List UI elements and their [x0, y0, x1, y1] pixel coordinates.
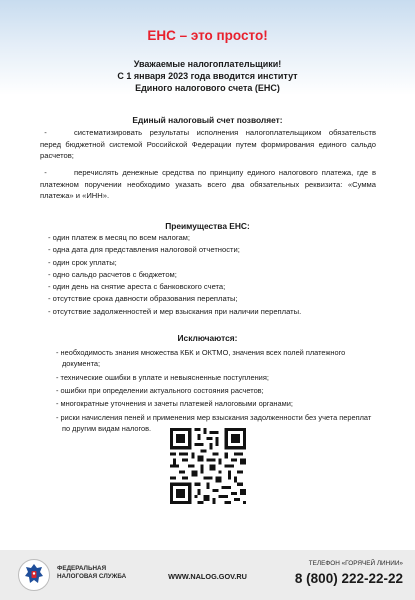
website-link[interactable]: WWW.NALOG.GOV.RU	[168, 572, 247, 581]
advantages-heading: Преимущества ЕНС:	[165, 221, 250, 231]
list-item: - риски начисления пеней и применения мер взыскания задолженности без учета переплат по другим видам налогов.	[56, 412, 372, 433]
qr-code-icon	[170, 428, 246, 504]
intro-line-1: Уважаемые налогоплательщики!	[133, 59, 282, 69]
organization-name-line-1: ФЕДЕРАЛЬНАЯ	[57, 565, 107, 572]
hotline-label: ТЕЛЕФОН «ГОРЯЧЕЙ ЛИНИИ»	[308, 560, 403, 567]
hotline-phone[interactable]: 8 (800) 222-22-22	[294, 571, 403, 586]
advantages-list	[48, 232, 378, 318]
list-item: - один срок уплаты;	[48, 257, 117, 267]
list-item: - одно сальдо расчетов с бюджетом;	[48, 269, 177, 279]
allows-item-1-text: систематизировать результаты исполнения налогоплательщиком обязательств перед бюджетной системой Российской Федерации путем формирования единого сальдо расчетов;	[40, 128, 376, 161]
exceptions-list	[56, 347, 376, 436]
intro-line-2: С 1 января 2023 года вводится институт	[117, 71, 298, 81]
exceptions-heading: Исключаются:	[177, 333, 238, 343]
list-item: - многократные уточнения и зачеты платежей налоговыми органами;	[56, 399, 293, 409]
list-item: - технические ошибки в уплате и невыясненные поступления;	[56, 372, 269, 382]
allows-item-2	[40, 167, 376, 202]
intro-block	[0, 58, 415, 94]
organization-name-line-2: НАЛОГОВАЯ СЛУЖБА	[57, 573, 127, 580]
list-item: - необходимость знания множества КБК и ОКТМО, значения всех полей платежного документа;	[56, 348, 346, 369]
list-item: - один платеж в месяц по всем налогам;	[48, 233, 191, 242]
footer	[0, 550, 415, 600]
list-item: - отсутствие срока давности образования переплаты;	[48, 294, 238, 304]
allows-heading: Единый налоговый счет позволяет:	[132, 115, 283, 125]
list-item: - отсутствие задолженностей и мер взыскания при наличии переплаты.	[48, 306, 302, 316]
bullet-dash: -	[40, 168, 47, 177]
list-item: - одна дата для представления налоговой отчетности;	[48, 245, 240, 255]
list-item: - ошибки при определении актуального состояния расчетов;	[56, 385, 264, 395]
intro-line-3: Единого налогового счета (ЕНС)	[135, 83, 280, 93]
bullet-dash: -	[40, 128, 47, 137]
list-item: - один день на снятие ареста с банковского счета;	[48, 282, 226, 292]
page-title: ЕНС – это просто!	[147, 28, 268, 43]
allows-item-1	[40, 127, 376, 162]
allows-item-2-text: перечислять денежные средства по принципу единого налогового платежа, где в платежном поручении необходимо указать всего два обязательных реквизита: «Сумма платежа» и «ИНН».	[40, 168, 376, 201]
